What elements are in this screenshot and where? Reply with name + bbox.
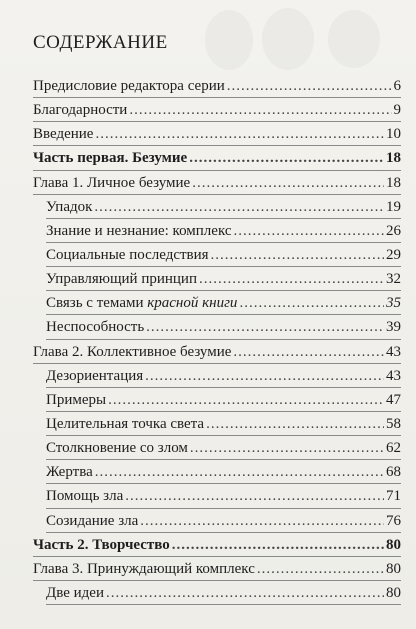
- toc-entry-title: [33, 340, 231, 364]
- dot-leader: [192, 171, 384, 195]
- toc-entry-text: Целительная точка света: [46, 415, 205, 432]
- dot-leader: [94, 195, 384, 219]
- dot-leader: [211, 243, 384, 267]
- toc-page-number: 47: [386, 391, 401, 408]
- toc-entry: [33, 74, 401, 98]
- toc-entry-title: [33, 74, 225, 98]
- toc-entry-text: Жертва: [46, 464, 93, 481]
- toc-entry: [46, 509, 401, 533]
- toc-page-number: 29: [386, 246, 401, 263]
- page-title: СОДЕРЖАНИЕ: [33, 32, 168, 53]
- toc-entry: [46, 364, 401, 388]
- toc-entry: [33, 146, 401, 170]
- toc-entry-text: Глава 1. Личное безумие: [33, 174, 191, 191]
- toc-entry-title: [46, 460, 93, 484]
- toc-entry-text: Помощь зла: [46, 488, 124, 505]
- toc-entry: [46, 436, 401, 460]
- toc-page-number: 10: [386, 126, 401, 143]
- toc-entry-text: Примеры: [46, 391, 107, 408]
- dot-leader: [172, 533, 384, 557]
- toc-entry-text: Глава 3. Принуждающий комплекс: [33, 560, 255, 577]
- bleed-through-shape: [262, 8, 314, 70]
- dot-leader: [129, 98, 391, 122]
- toc-entry: [33, 533, 401, 557]
- toc-entry: [46, 243, 401, 267]
- toc-entry-title: [33, 122, 93, 146]
- toc-page-number: 58: [386, 415, 401, 432]
- toc-entry: [46, 460, 401, 484]
- dot-leader: [146, 315, 384, 339]
- toc-entry: [33, 171, 401, 195]
- toc-entry-title: [33, 98, 127, 122]
- dot-leader: [145, 364, 384, 388]
- toc-entry-text: Две идеи: [46, 584, 104, 601]
- toc-entry-title: [46, 243, 209, 267]
- toc-entry-text: Введение: [33, 126, 94, 143]
- toc-entry-text: Благодарности: [33, 102, 128, 119]
- toc-page-number: 68: [386, 464, 401, 481]
- dot-leader: [95, 122, 384, 146]
- dot-leader: [199, 267, 384, 291]
- toc-page-number: 80: [386, 560, 401, 577]
- toc-entry-italic-text: красной книги: [147, 295, 238, 312]
- toc-page-number: 43: [386, 367, 401, 384]
- toc-entry-title: [46, 484, 123, 508]
- toc-page-number: 43: [386, 343, 401, 360]
- toc-entry-text: Столкновение со злом: [46, 440, 188, 457]
- toc-page-number: 35: [386, 295, 401, 312]
- toc-entry: [46, 195, 401, 219]
- toc-page-number: 18: [386, 150, 401, 167]
- toc-entry-title: [33, 171, 190, 195]
- toc-entry-title: [46, 509, 138, 533]
- toc-entry: [46, 291, 401, 315]
- dot-leader: [95, 460, 384, 484]
- dot-leader: [140, 509, 384, 533]
- table-of-contents: [33, 74, 401, 605]
- toc-entry-title: [46, 388, 106, 412]
- toc-entry: [33, 98, 401, 122]
- dot-leader: [189, 146, 384, 170]
- toc-entry: [46, 484, 401, 508]
- dot-leader: [227, 74, 392, 98]
- dot-leader: [257, 557, 384, 581]
- toc-entry-title: [46, 291, 237, 315]
- dot-leader: [234, 219, 384, 243]
- dot-leader: [125, 484, 384, 508]
- toc-entry: [46, 581, 401, 605]
- toc-entry-text: Социальные последствия: [46, 246, 209, 263]
- toc-page-number: 32: [386, 271, 401, 288]
- toc-entry: [46, 412, 401, 436]
- toc-page-number: 71: [386, 488, 401, 505]
- toc-page-number: 39: [386, 319, 401, 336]
- dot-leader: [239, 291, 384, 315]
- dot-leader: [190, 436, 384, 460]
- toc-entry-title: [46, 195, 92, 219]
- toc-entry-title: [33, 533, 170, 557]
- dot-leader: [206, 412, 384, 436]
- toc-entry: [33, 557, 401, 581]
- toc-page-number: 76: [386, 512, 401, 529]
- toc-entry-text: Часть 2. Творчество: [33, 536, 170, 553]
- toc-page-number: 19: [386, 198, 401, 215]
- toc-entry-text: Связь с темами: [46, 295, 148, 312]
- toc-entry-title: [46, 315, 144, 339]
- toc-page-number: 26: [386, 222, 401, 239]
- toc-entry-text: Предисловие редактора серии: [33, 78, 225, 94]
- toc-entry-text: Часть первая. Безумие: [33, 150, 188, 167]
- bleed-through-shape: [205, 10, 253, 70]
- toc-entry-text: Дезориентация: [46, 367, 144, 384]
- toc-entry-text: Упадок: [46, 198, 93, 215]
- toc-entry-title: [46, 219, 232, 243]
- dot-leader: [106, 581, 384, 605]
- bleed-through-shape: [328, 10, 380, 68]
- toc-entry: [46, 315, 401, 339]
- toc-page-number: 6: [393, 78, 401, 94]
- toc-page-number: 62: [386, 440, 401, 457]
- toc-entry-title: [46, 581, 104, 605]
- dot-leader: [108, 388, 384, 412]
- toc-entry-text: Управляющий принцип: [46, 271, 197, 288]
- toc-entry-text: Знание и незнание: комплекс: [46, 222, 232, 239]
- toc-entry-text: Глава 2. Коллективное безумие: [33, 343, 232, 360]
- toc-page-number: 80: [386, 584, 401, 601]
- toc-entry: [46, 388, 401, 412]
- toc-entry-title: [33, 557, 255, 581]
- toc-entry: [46, 267, 401, 291]
- toc-page-number: 18: [386, 174, 401, 191]
- toc-page-number: 9: [393, 102, 401, 119]
- toc-entry-title: [33, 146, 187, 170]
- toc-entry: [46, 219, 401, 243]
- toc-entry-title: [46, 412, 204, 436]
- toc-entry-text: Созидание зла: [46, 512, 139, 529]
- toc-entry-text: Неспособность: [46, 319, 145, 336]
- toc-entry: [33, 122, 401, 146]
- toc-entry-title: [46, 267, 197, 291]
- toc-entry-title: [46, 364, 143, 388]
- toc-entry-title: [46, 436, 188, 460]
- toc-page-number: 80: [386, 536, 401, 553]
- dot-leader: [233, 340, 384, 364]
- toc-entry: [33, 340, 401, 364]
